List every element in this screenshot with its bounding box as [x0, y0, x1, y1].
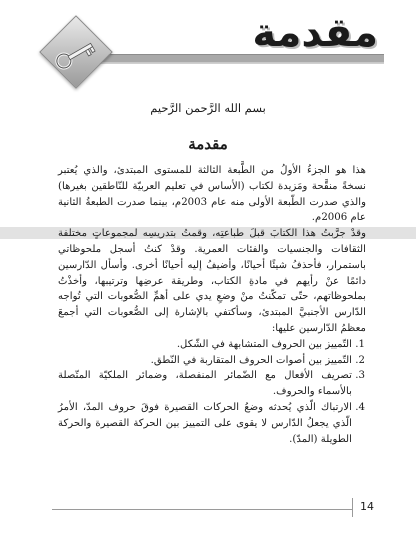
- paragraph: وقدْ جرَّبتُ هذا الكتابَ قبلَ طباعتِه، وقمتُ بتدريسِه لمجموعاتٍ مختلفة الثقافات والجنسيات والفئات العمرية. وقدْ كنتُ أسجل ملحوظاتي باستمرار، فأحذفُ شيئًا أحيانًا، وأضيفُ إليه أحيانًا أخرى. وأسأل الدّارسين دائمًا عنْ رأيهم في مادةِ الكتاب، وطريقة عرضِها وترتيبها، وأخذْتُ بملحوظاتهم، حتّى تمكّنتُ منْ وضعِ يدي على أهمِّ الصُّعوبات التي تُواجه الدّارس الأجنبيَّ المبتدئ، وسأكتفي بالإشارة إلى الصُّعوبات التي أجمعَ معظمُ الدّارسين عليها:: [58, 228, 366, 334]
- difficulties-list: [58, 337, 366, 448]
- list-item: 1. التّمييز بين الحروف المتشابهة في الشّكل.: [58, 337, 352, 353]
- section-heading: مقدمة: [188, 135, 228, 153]
- header-rule-thin: [92, 63, 384, 64]
- list-item: 4. الارتباك الّذي يُحدثه وضعُ الحركات القصيرة فوقَ حروف المدّ، الأمرُ الّذي يجعلُ الدّارس لا يقوى على التمييز بين الحركة القصيرة والحركة الطويلة (المدّ).: [58, 400, 352, 447]
- page-number: 14: [360, 500, 374, 513]
- footer-rule: [52, 509, 352, 510]
- body-text: [58, 163, 366, 447]
- list-item: 2. التّمييز بين أصوات الحروف المتقاربة في النّطق.: [58, 353, 352, 369]
- key-icon: [48, 26, 104, 82]
- list-item: 3. تصريف الأفعال مع الضّمائر المنفصلة، وضمائر الملكيّة المتّصلة بالأسماء والحروف.: [58, 368, 352, 400]
- paragraph: هذا هو الجزءُ الأولُ من الطَّبعة الثالثة للمستوى المبتدئ، والذي يُعتبر نسخةً منقَّحة ومَزيدة لكتاب (الأساس في تعليم العربيّة للنّاطقين بغيرها) والذي صدرت الطّبعة الأولى منه عام 2003م، بينما صدرت الطبعةُ الثانية عام 2006م.: [58, 165, 366, 224]
- chapter-title: مقدمة: [252, 10, 378, 56]
- basmala: بسم الله الرَّحمن الرَّحيم: [150, 101, 266, 115]
